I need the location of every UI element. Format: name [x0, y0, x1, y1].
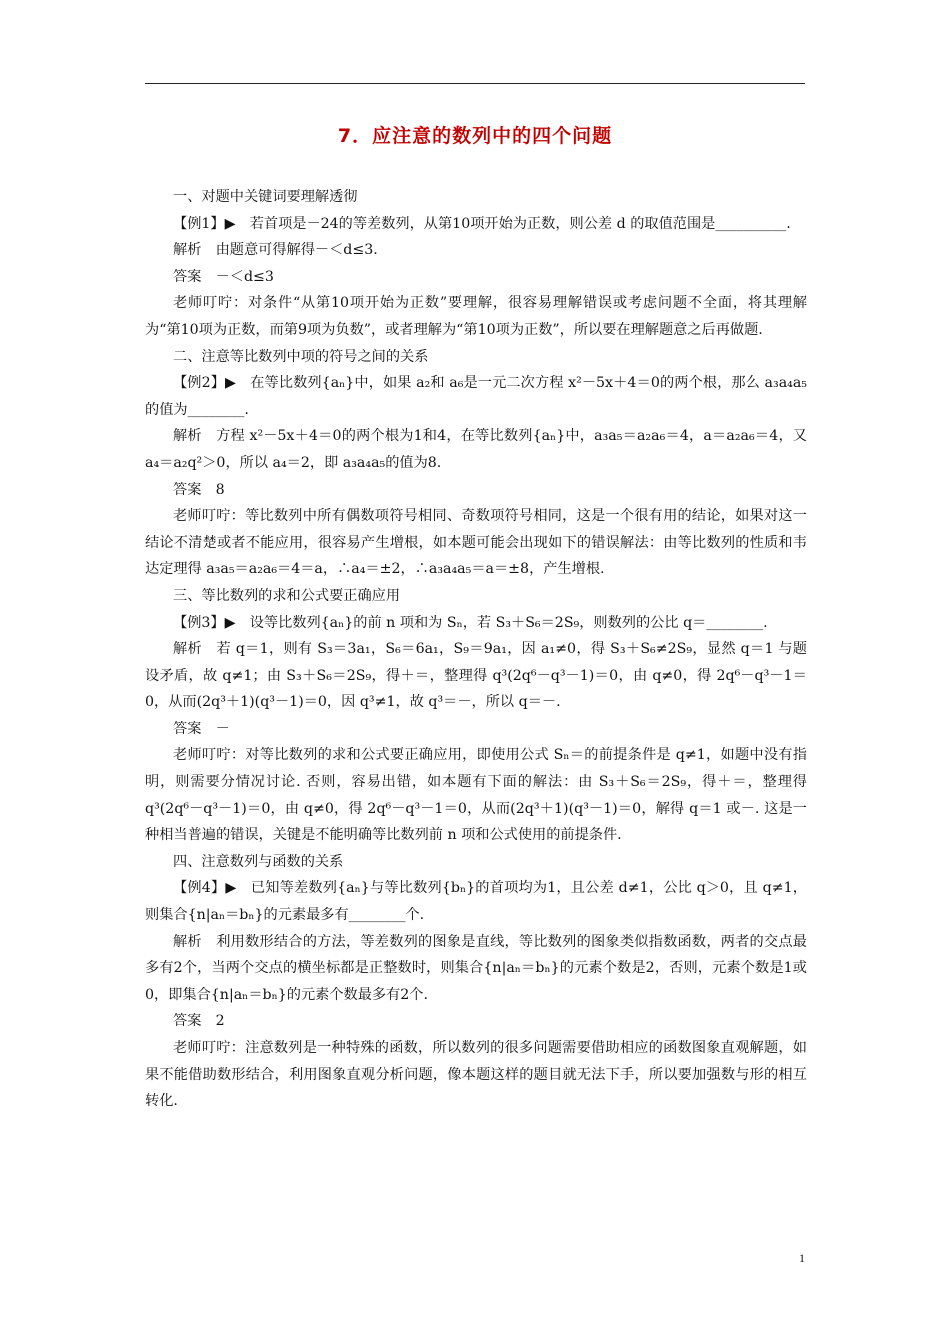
section-heading-4: 四、注意数列与函数的关系	[173, 853, 344, 870]
example-4-question: 【例4】▶ 已知等差数列{aₙ}与等比数列{bₙ}的首项均为1，且公差 d≠1，公比 q＞0，且 q≠1，则集合{n|aₙ＝bₙ}的元素最多有________个.	[145, 880, 807, 924]
section-heading-1: 一、对题中关键词要理解透彻	[173, 189, 358, 205]
example-4-answer: 答案 2	[173, 1013, 225, 1030]
example-3-teacher-note: 老师叮咛：对等比数列的求和公式要正确应用，即使用公式 Sₙ＝的前提条件是 q≠1，如题中没有指明，则需要分情况讨论. 否则，容易出错，如本题有下面的解法：由 S₃＋S₆＝2S₉，得＋＝，整理得 q³(2q⁶－q³－1)＝0，由 q≠0，得 2q⁶－q³－1＝0，从而(2q³＋1)(q³－1)＝0，解得 q＝1 或－. 这是一种相当普遍的错误，关键是不能明确等比数列前 n 项和公式使用的前提条件.	[145, 747, 807, 844]
example-1-teacher-note: 老师叮咛：对条件“从第10项开始为正数”要理解，很容易理解错误或考虑问题不全面，将其理解为“第10项为正数，而第9项为负数”，或者理解为“第10项为正数”，所以要在理解题意之后再做题.	[145, 295, 807, 338]
page-title: 7．应注意的数列中的四个问题	[337, 125, 613, 147]
example-2-question: 【例2】▶ 在等比数列{aₙ}中，如果 a₂和 a₆是一元二次方程 x²－5x＋4＝0的两个根，那么 a₃a₄a₅的值为________.	[145, 375, 807, 418]
example-4-analysis: 解析 利用数形结合的方法，等差数列的图象是直线，等比数列的图象类似指数函数，两者的交点最多有2个，当两个交点的横坐标都是正整数时，则集合{n|aₙ＝bₙ}的元素个数是2，否则，元素个数是1或0，即集合{n|aₙ＝bₙ}的元素个数最多有2个.	[145, 933, 807, 1003]
example-1-answer: 答案 －＜d≤3	[173, 268, 274, 285]
header-rule	[145, 83, 805, 84]
example-2-answer: 答案 8	[173, 481, 225, 498]
example-2-analysis: 解析 方程 x²－5x＋4＝0的两个根为1和4，在等比数列{aₙ}中，a₃a₅＝a₂a₆＝4，a＝a₂a₆＝4，又 a₄＝a₂q²＞0，所以 a₄＝2，即 a₃a₄a₅的值为8.	[145, 428, 807, 471]
document-body	[145, 184, 807, 1115]
example-1-question: 【例1】▶ 若首项是－24的等差数列，从第10项开始为正数，则公差 d 的取值范围是__________.	[173, 215, 791, 232]
example-3-analysis: 解析 若 q＝1，则有 S₃＝3a₁，S₆＝6a₁，S₉＝9a₁，因 a₁≠0，得 S₃＋S₆≠2S₉，显然 q＝1 与题设矛盾，故 q≠1；由 S₃＋S₆＝2S₉，得＋＝，整理得 q³(2q⁶－q³－1)＝0，由 q≠0，得 2q⁶－q³－1＝0，从而(2q³＋1)(q³－1)＝0，因 q³≠1，故 q³＝－，所以 q＝－.	[145, 641, 807, 711]
section-heading-2: 二、注意等比数列中项的符号之间的关系	[173, 348, 429, 365]
example-3-answer: 答案 －	[173, 720, 230, 737]
section-heading-3: 三、等比数列的求和公式要正确应用	[173, 587, 401, 604]
example-1-analysis: 解析 由题意可得解得－＜d≤3.	[173, 242, 378, 259]
example-4-teacher-note: 老师叮咛：注意数列是一种特殊的函数，所以数列的很多问题需要借助相应的函数图象直观解题，如果不能借助数形结合，利用图象直观分析问题，像本题这样的题目就无法下手，所以要加强数与形的相互转化.	[145, 1040, 807, 1110]
page-number: 1	[799, 1251, 805, 1265]
example-2-teacher-note: 老师叮咛：等比数列中所有偶数项符号相同、奇数项符号相同，这是一个很有用的结论，如果对这一结论不清楚或者不能应用，很容易产生增根，如本题可能会出现如下的错误解法：由等比数列的性质和韦达定理得 a₃a₅＝a₂a₆＝4＝a，∴a₄＝±2，∴a₃a₄a₅＝a＝±8，产生增根.	[145, 508, 807, 578]
example-3-question: 【例3】▶ 设等比数列{aₙ}的前 n 项和为 Sₙ，若 S₃＋S₆＝2S₉，则数列的公比 q＝________.	[173, 614, 768, 631]
